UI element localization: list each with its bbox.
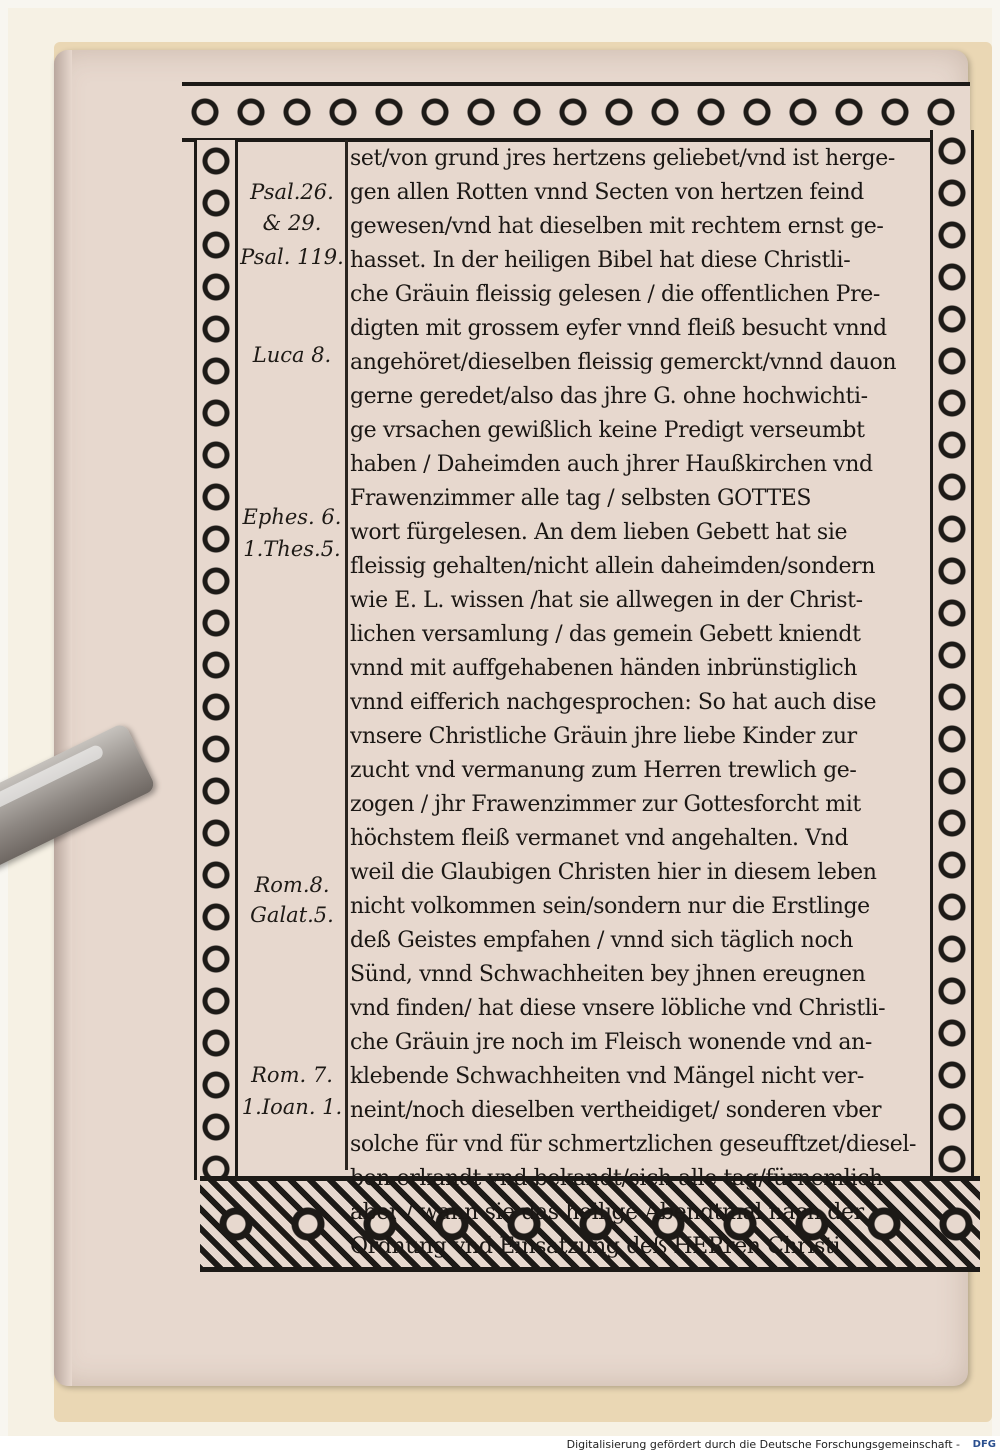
- text-line: Frawenzimmer alle tag / selbsten GOTTES: [350, 486, 812, 511]
- text-line: vnnd eifferich nachgesprochen: So hat auch dise: [350, 690, 877, 715]
- text-line: gewesen/vnd hat dieselben mit rechtem ernst ge-: [350, 214, 884, 239]
- footer-credit: Digitalisierung gefördert durch die Deutsche Forschungsgemeinschaft -: [566, 1438, 960, 1451]
- margin-note: Psal. 119.: [240, 245, 344, 269]
- footer-bar: [0, 1436, 1000, 1453]
- text-line: ge vrsachen gewißlich keine Predigt verseumbt: [350, 418, 865, 443]
- text-line: wort fürgelesen. An dem lieben Gebett hat sie: [350, 520, 848, 545]
- margin-note: Ephes. 6.: [242, 505, 342, 529]
- dfg-logo: DFG: [972, 1439, 996, 1450]
- text-line: angehöret/dieselben fleissig gemerckt/vnnd dauon: [350, 350, 897, 375]
- margin-note: Luca 8.: [252, 343, 332, 367]
- ornamental-border-left: [194, 140, 238, 1180]
- text-line: fleissig gehalten/nicht allein daheimden/sondern: [350, 554, 875, 579]
- margin-note: Galat.5.: [250, 903, 334, 927]
- text-line: wie E. L. wissen /hat sie allwegen in der Christ-: [350, 588, 863, 613]
- text-line: Sünd, vnnd Schwachheiten bey jhnen ereugnen: [350, 962, 866, 987]
- margin-notes: [238, 145, 346, 1175]
- text-line: gen allen Rotten vnnd Secten von hertzen feind: [350, 180, 864, 205]
- text-line: vnsere Christliche Gräuin jhre liebe Kinder zur: [350, 724, 857, 749]
- text-line: vnnd mit auffgehabenen händen inbrünstiglich: [350, 656, 858, 681]
- text-line: deß Geistes empfahen / vnnd sich täglich noch: [350, 928, 853, 953]
- margin-note: Psal.26.: [250, 180, 334, 204]
- text-line: aber / wann sie das heilige Abendtmal nach der: [350, 1200, 864, 1225]
- page-edge-shadow: [54, 50, 72, 1386]
- margin-note: Rom.8.: [254, 873, 330, 897]
- text-line: weil die Glaubigen Christen hier in diesem leben: [350, 860, 877, 885]
- text-line: zogen / jhr Frawenzimmer zur Gottesforcht mit: [350, 792, 861, 817]
- text-line: hasset. In der heiligen Bibel hat diese Christli-: [350, 248, 851, 273]
- text-line: ben erkandt vnd bekandt/sich alle tag/fürnemlich: [350, 1166, 883, 1191]
- text-line: nicht volkommen sein/sondern nur die Erstlinge: [350, 894, 870, 919]
- text-line: höchstem fleiß vermanet vnd angehalten. Vnd: [350, 826, 849, 851]
- text-line: lichen versamlung / das gemein Gebett kniendt: [350, 622, 861, 647]
- ornamental-border-top: [182, 82, 970, 142]
- margin-rule: [345, 140, 348, 1170]
- text-line: che Gräuin fleissig gelesen / die offentlichen Pre-: [350, 282, 880, 307]
- body-text: [350, 142, 935, 1264]
- text-line: zucht vnd vermanung zum Herren trewlich ge-: [350, 758, 857, 783]
- margin-note: 1.Ioan. 1.: [241, 1095, 343, 1119]
- text-line: haben / Daheimden auch jhrer Haußkirchen vnd: [350, 452, 873, 477]
- margin-note: Rom. 7.: [251, 1063, 333, 1087]
- margin-note: & 29.: [262, 211, 322, 235]
- text-line: klebende Schwachheiten vnd Mängel nicht ver-: [350, 1064, 864, 1089]
- margin-note: 1.Thes.5.: [243, 537, 341, 561]
- text-line: Ordnung vnd Einsatzung deß HERren Christi: [350, 1234, 841, 1259]
- text-line: gerne geredet/also das jhre G. ohne hochwichti-: [350, 384, 868, 409]
- text-line: set/von grund jres hertzens geliebet/vnd ist herge-: [350, 146, 895, 171]
- text-line: vnd finden/ hat diese vnsere löbliche vnd Christli-: [350, 996, 886, 1021]
- text-line: solche für vnd für schmertzlichen geseufftzet/diesel-: [350, 1132, 917, 1157]
- text-line: digten mit grossem eyfer vnnd fleiß besucht vnnd: [350, 316, 887, 341]
- ornamental-border-right: [930, 130, 974, 1180]
- text-line: neint/noch dieselben vertheidiget/ sonderen vber: [350, 1098, 882, 1123]
- text-line: che Gräuin jre noch im Fleisch wonende vnd an-: [350, 1030, 872, 1055]
